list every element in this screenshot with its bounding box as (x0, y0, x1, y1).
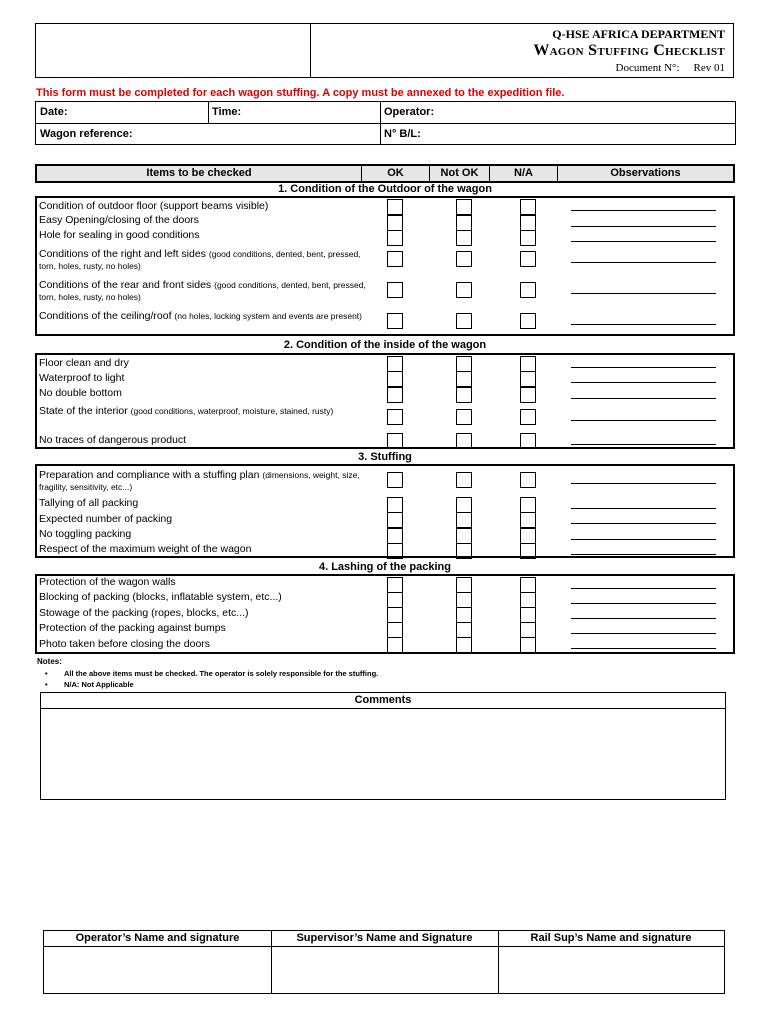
checklist-item: Floor clean and dry (39, 357, 129, 369)
ok-checkbox[interactable] (387, 472, 403, 488)
na-checkbox[interactable] (520, 356, 536, 372)
document-number (616, 62, 725, 74)
na-checkbox[interactable] (520, 622, 536, 638)
observation-line[interactable] (571, 603, 716, 604)
operator-signature-header: Operator’s Name and signature (44, 931, 271, 947)
ok-checkbox[interactable] (387, 409, 403, 425)
observation-line[interactable] (571, 523, 716, 524)
na-checkbox[interactable] (520, 528, 536, 544)
observations-column-header: Observations (557, 166, 733, 181)
comments-box[interactable] (40, 692, 726, 800)
items-column-header: Items to be checked (37, 166, 361, 181)
info-row-divider (36, 123, 735, 124)
note-item: • All the above items must be checked. The operator is solely responsible for the stuffing. (46, 668, 378, 679)
not-ok-column-header: Not OK (429, 166, 489, 181)
not-ok-checkbox[interactable] (456, 313, 472, 329)
checklist-item: Conditions of the right and left sides (good conditions, dented, bent, pressed, torn, holes, rusty, no holes) (39, 248, 361, 271)
not-ok-checkbox[interactable] (456, 387, 472, 403)
na-checkbox[interactable] (520, 543, 536, 559)
checklist-item: Protection of the wagon walls (39, 576, 176, 588)
ok-checkbox[interactable] (387, 387, 403, 403)
revision-label: Rev 01 (693, 62, 725, 74)
checklist-item: Waterproof to light (39, 372, 125, 384)
document-header (35, 23, 734, 78)
not-ok-checkbox[interactable] (456, 622, 472, 638)
ok-checkbox[interactable] (387, 313, 403, 329)
time-field[interactable]: Time: (212, 106, 242, 118)
notes-label: Notes: (37, 657, 62, 666)
observation-line[interactable] (571, 262, 716, 263)
not-ok-checkbox[interactable] (456, 528, 472, 544)
checklist-item: Tallying of all packing (39, 497, 139, 509)
not-ok-checkbox[interactable] (456, 199, 472, 215)
section-title: 1. Condition of the Outdoor of the wagon (278, 183, 492, 195)
observation-line[interactable] (571, 210, 716, 211)
ok-checkbox[interactable] (387, 543, 403, 559)
observation-line[interactable] (571, 648, 716, 649)
observation-line[interactable] (571, 241, 716, 242)
observation-line[interactable] (571, 444, 716, 445)
na-checkbox[interactable] (520, 371, 536, 387)
not-ok-checkbox[interactable] (456, 497, 472, 513)
ok-checkbox[interactable] (387, 356, 403, 372)
not-ok-checkbox[interactable] (456, 409, 472, 425)
not-ok-checkbox[interactable] (456, 472, 472, 488)
ok-column-header: OK (361, 166, 429, 181)
department-name: Q-HSE AFRICA DEPARTMENT (552, 27, 725, 41)
not-ok-checkbox[interactable] (456, 251, 472, 267)
not-ok-checkbox[interactable] (456, 592, 472, 608)
not-ok-checkbox[interactable] (456, 433, 472, 449)
checklist-item: Condition of outdoor floor (support beams visible) (39, 200, 269, 212)
checklist-item: Blocking of packing (blocks, inflatable system, etc...) (39, 591, 282, 603)
checklist-item: Conditions of the rear and front sides (good conditions, dented, bent, pressed, torn, holes, rusty, no holes) (39, 279, 366, 302)
rail-sup-signature-header: Rail Sup’s Name and signature (498, 931, 724, 947)
observation-line[interactable] (571, 293, 716, 294)
na-checkbox[interactable] (520, 433, 536, 449)
not-ok-checkbox[interactable] (456, 543, 472, 559)
section-title: 3. Stuffing (358, 451, 412, 463)
not-ok-checkbox[interactable] (456, 577, 472, 593)
completion-notice: This form must be completed for each wagon stuffing. A copy must be annexed to the expedition file. (36, 87, 565, 99)
not-ok-checkbox[interactable] (456, 230, 472, 246)
checklist-item: Protection of the packing against bumps (39, 622, 226, 634)
ok-checkbox[interactable] (387, 592, 403, 608)
na-checkbox[interactable] (520, 607, 536, 623)
ok-checkbox[interactable] (387, 282, 403, 298)
checklist-item: Stowage of the packing (ropes, blocks, etc...) (39, 607, 249, 619)
checklist-item: Expected number of packing (39, 513, 173, 525)
na-checkbox[interactable] (520, 215, 536, 231)
ok-checkbox[interactable] (387, 199, 403, 215)
operator-field[interactable]: Operator: (384, 106, 435, 118)
checklist-item: State of the interior (good conditions, waterproof, moisture, stained, rusty) (39, 405, 334, 417)
checklist-item: Conditions of the ceiling/roof (no holes, locking system and events are present) (39, 310, 362, 322)
info-table (35, 101, 736, 145)
observation-line[interactable] (571, 508, 716, 509)
na-checkbox[interactable] (520, 409, 536, 425)
ok-checkbox[interactable] (387, 433, 403, 449)
na-checkbox[interactable] (520, 472, 536, 488)
ok-checkbox[interactable] (387, 512, 403, 528)
supervisor-signature-header: Supervisor’s Name and Signature (271, 931, 498, 947)
date-field[interactable]: Date: (40, 106, 68, 118)
ok-checkbox[interactable] (387, 622, 403, 638)
wagon-reference-field[interactable]: Wagon reference: (40, 128, 133, 140)
na-checkbox[interactable] (520, 512, 536, 528)
observation-line[interactable] (571, 539, 716, 540)
checklist-item: Hole for sealing in good conditions (39, 229, 200, 241)
supervisor-signature-field[interactable] (272, 948, 497, 993)
checklist-item: Photo taken before closing the doors (39, 638, 211, 650)
checklist-item: Preparation and compliance with a stuffing plan (dimensions, weight, size, fragility, sensitivity, etc...) (39, 469, 360, 492)
ok-checkbox[interactable] (387, 577, 403, 593)
bl-number-field[interactable]: N° B/L: (384, 128, 421, 140)
ok-checkbox[interactable] (387, 607, 403, 623)
na-checkbox[interactable] (520, 637, 536, 653)
checklist-item: Respect of the maximum weight of the wagon (39, 543, 252, 555)
na-checkbox[interactable] (520, 387, 536, 403)
logo-cell (36, 24, 311, 77)
na-checkbox[interactable] (520, 577, 536, 593)
checklist-header (35, 164, 735, 183)
notes-list (46, 668, 378, 690)
not-ok-checkbox[interactable] (456, 215, 472, 231)
observation-line[interactable] (571, 324, 716, 325)
ok-checkbox[interactable] (387, 637, 403, 653)
info-divider (208, 102, 209, 123)
note-item: • N/A: Not Applicable (46, 679, 378, 690)
observation-line[interactable] (571, 420, 716, 421)
checklist-item: No toggling packing (39, 528, 132, 540)
signature-table (43, 930, 725, 994)
observation-line[interactable] (571, 382, 716, 383)
not-ok-checkbox[interactable] (456, 512, 472, 528)
ok-checkbox[interactable] (387, 215, 403, 231)
na-checkbox[interactable] (520, 592, 536, 608)
checklist-item: No double bottom (39, 387, 122, 399)
observation-line[interactable] (571, 633, 716, 634)
form-title: Wagon Stuffing Checklist (533, 42, 725, 59)
rail-sup-signature-field[interactable] (499, 948, 724, 993)
observation-line[interactable] (571, 588, 716, 589)
na-checkbox[interactable] (520, 199, 536, 215)
not-ok-checkbox[interactable] (456, 607, 472, 623)
section-title: 2. Condition of the inside of the wagon (283, 339, 487, 351)
na-checkbox[interactable] (520, 497, 536, 513)
observation-line[interactable] (571, 483, 716, 484)
checklist-item: No traces of dangerous product (39, 434, 187, 446)
checklist-item: Easy Opening/closing of the doors (39, 214, 199, 226)
observation-line[interactable] (571, 554, 716, 555)
not-ok-checkbox[interactable] (456, 637, 472, 653)
section-title: 4. Lashing of the packing (318, 561, 452, 573)
na-column-header: N/A (489, 166, 557, 181)
observation-line[interactable] (571, 618, 716, 619)
observation-line[interactable] (571, 367, 716, 368)
comments-title: Comments (41, 693, 725, 709)
na-checkbox[interactable] (520, 282, 536, 298)
not-ok-checkbox[interactable] (456, 371, 472, 387)
not-ok-checkbox[interactable] (456, 356, 472, 372)
observation-line[interactable] (571, 398, 716, 399)
operator-signature-field[interactable] (44, 948, 270, 993)
ok-checkbox[interactable] (387, 251, 403, 267)
not-ok-checkbox[interactable] (456, 282, 472, 298)
document-number-label: Document N°: (615, 62, 680, 74)
ok-checkbox[interactable] (387, 230, 403, 246)
observation-line[interactable] (571, 226, 716, 227)
ok-checkbox[interactable] (387, 497, 403, 513)
na-checkbox[interactable] (520, 313, 536, 329)
ok-checkbox[interactable] (387, 371, 403, 387)
na-checkbox[interactable] (520, 230, 536, 246)
na-checkbox[interactable] (520, 251, 536, 267)
ok-checkbox[interactable] (387, 528, 403, 544)
